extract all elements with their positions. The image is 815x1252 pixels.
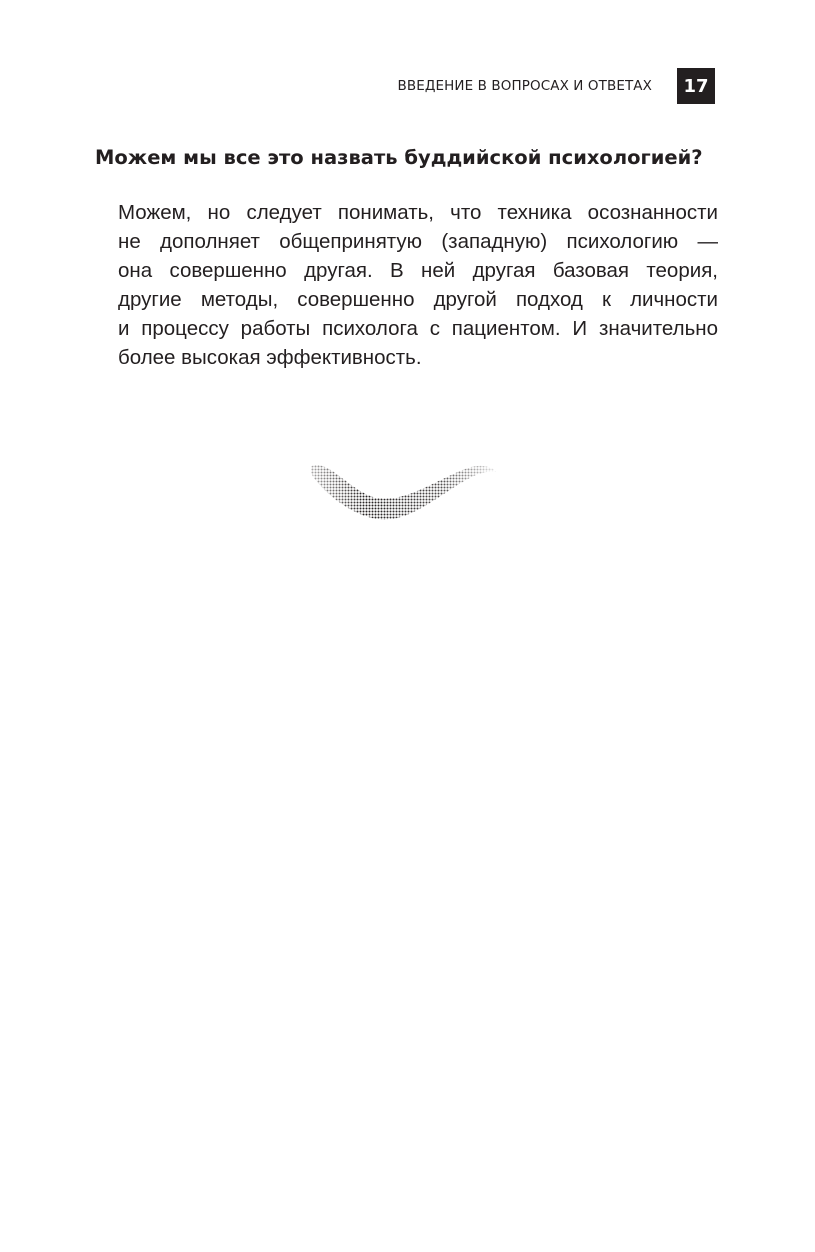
answer-line: не дополняет общепринятую (западную) психологию — xyxy=(118,230,718,253)
answer-line: и процессу работы психолога с пациентом. И значительно xyxy=(118,317,718,340)
answer-line: она совершенно другая. В ней другая базовая теория, xyxy=(118,259,718,282)
brush-stroke-icon xyxy=(308,456,498,528)
answer-paragraph xyxy=(118,198,718,372)
answer-line: другие методы, совершенно другой подход к личности xyxy=(118,288,718,311)
answer-line: более высокая эффективность. xyxy=(118,346,422,369)
running-header xyxy=(0,68,815,104)
running-title: ВВЕДЕНИЕ В ВОПРОСАХ И ОТВЕТАХ xyxy=(397,78,652,94)
question-heading: Можем мы все это назвать буддийской психологией? xyxy=(95,146,703,169)
page-number: 17 xyxy=(677,68,715,104)
answer-line: Можем, но следует понимать, что техника осознанности xyxy=(118,201,718,224)
